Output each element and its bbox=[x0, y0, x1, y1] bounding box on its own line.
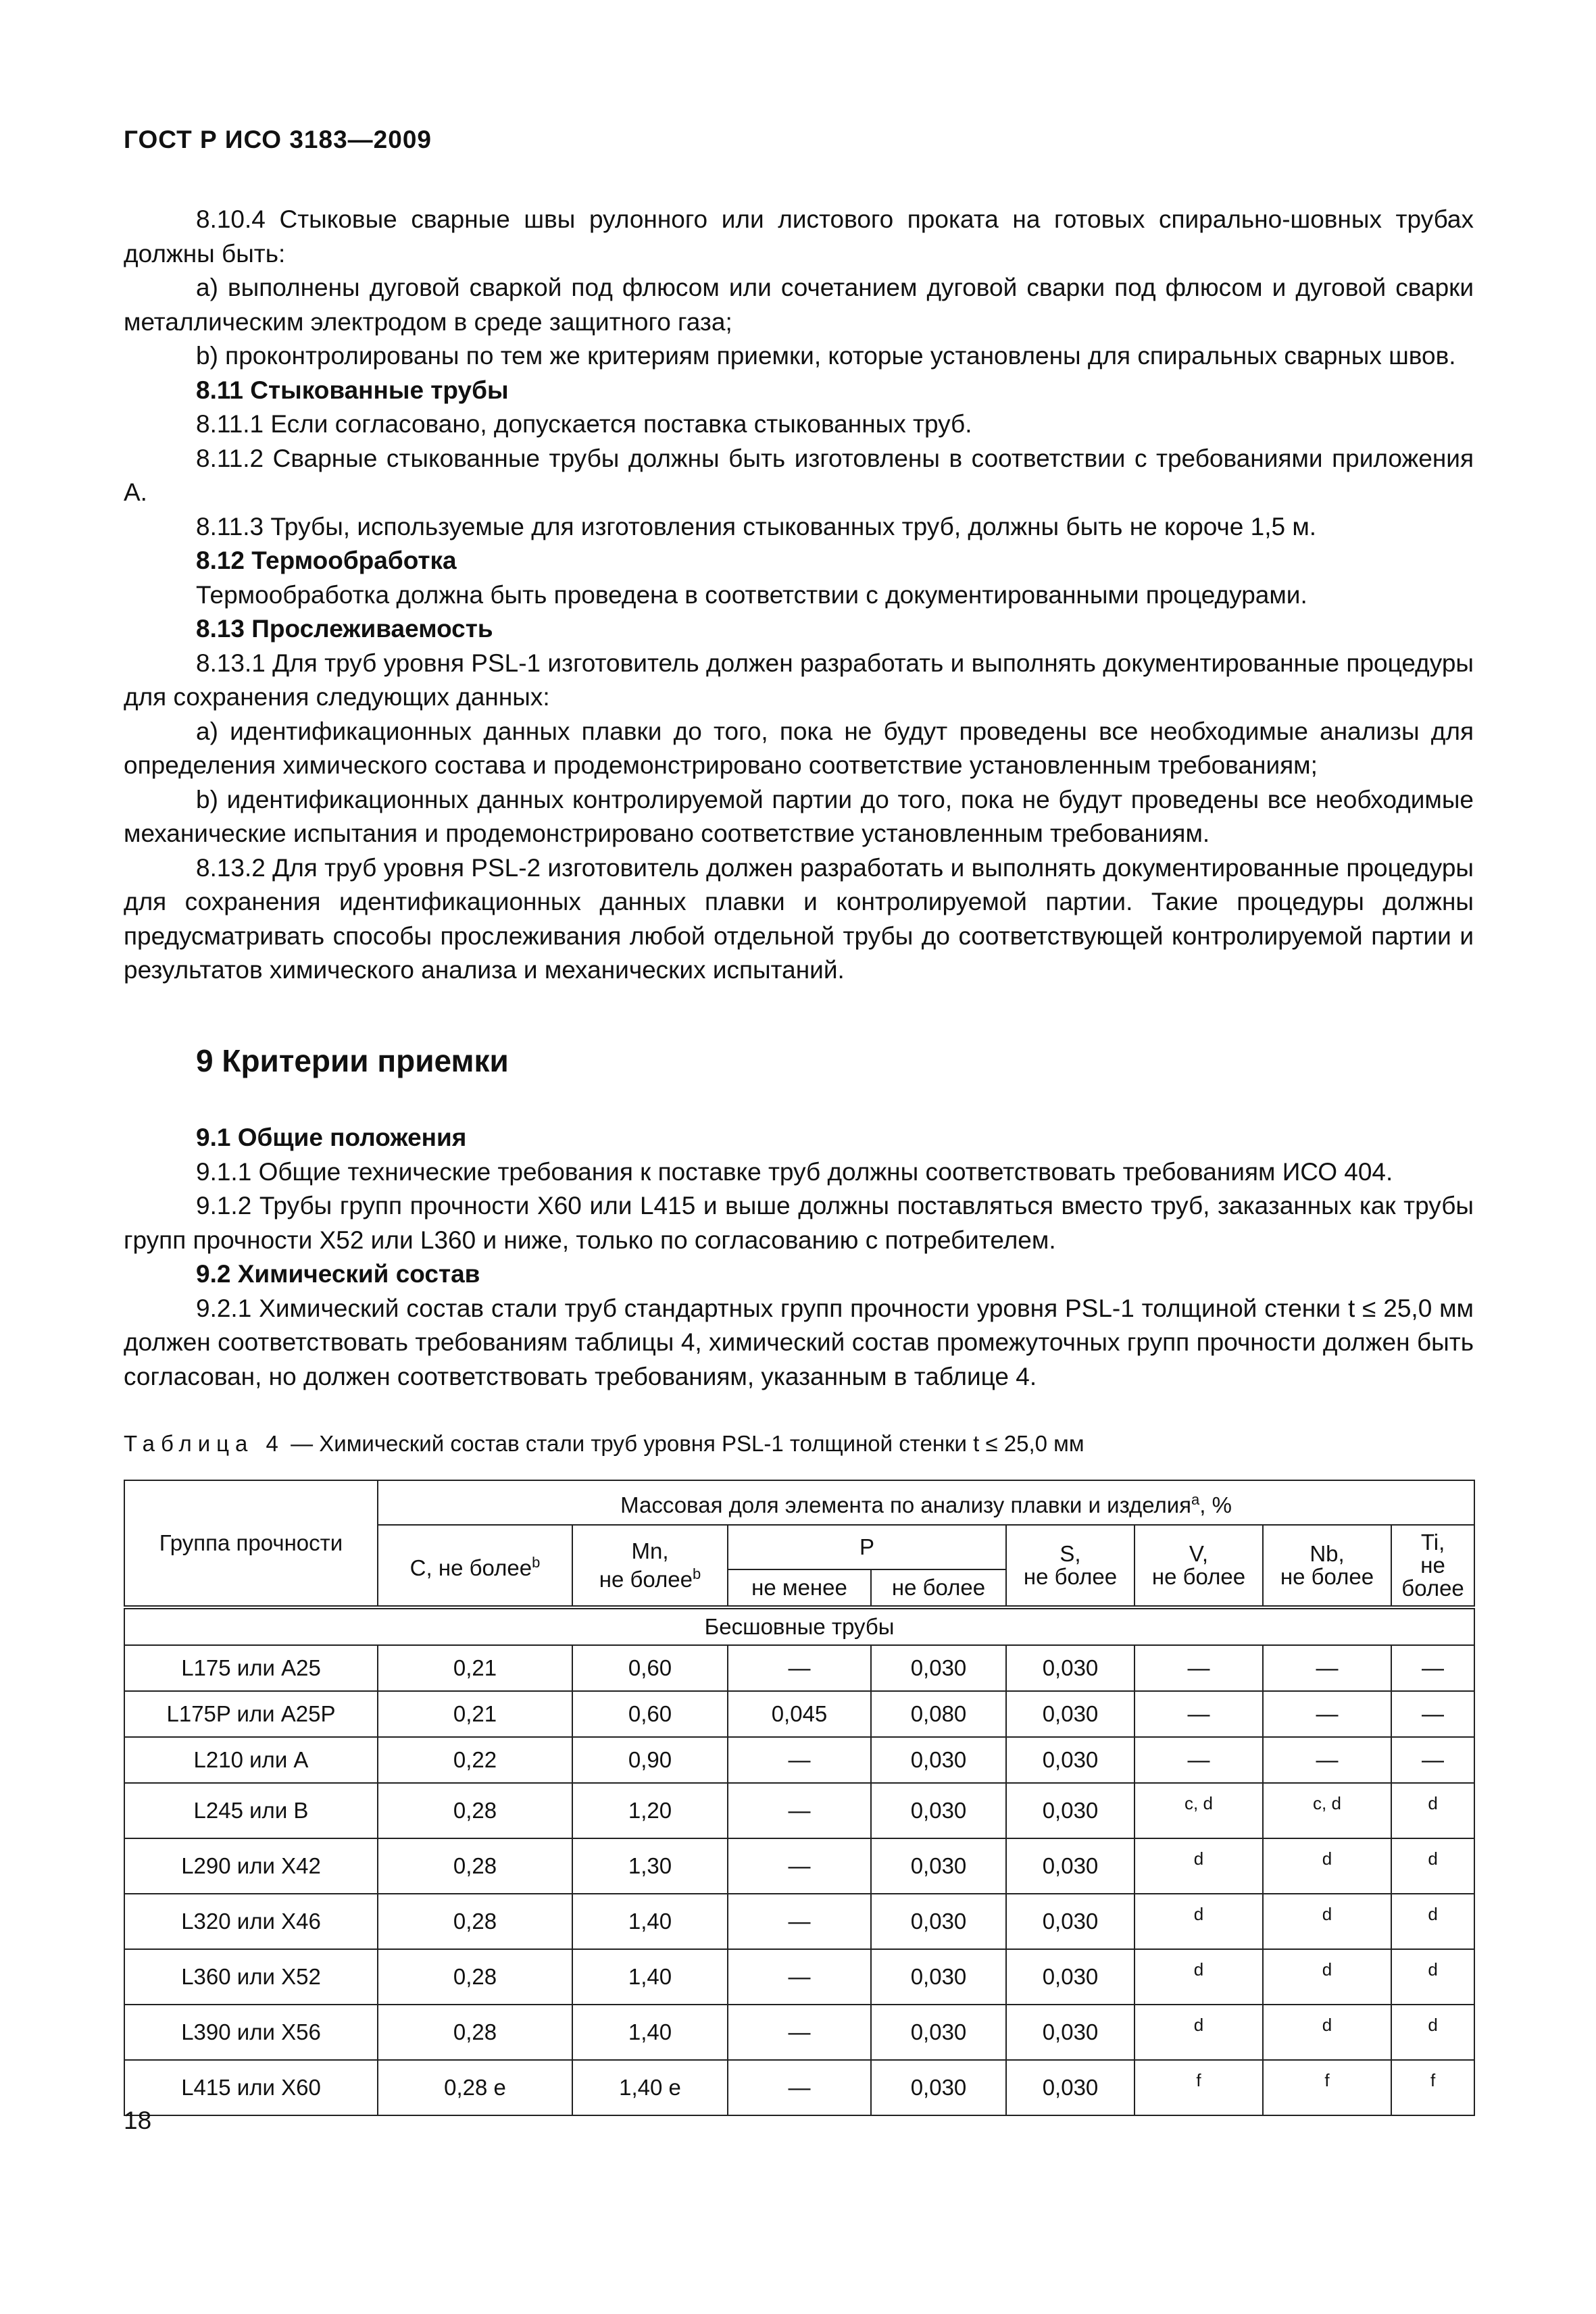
paragraph: 9.1.1 Общие технические требования к поставке труб должны соответствовать требованиям ИСО 404. bbox=[196, 1157, 1393, 1186]
header-strength-group: Группа прочности bbox=[124, 1480, 378, 1607]
header-vanadium: V, не более bbox=[1134, 1525, 1263, 1607]
table-cell: 1,40 bbox=[572, 1949, 728, 2005]
table-cell: L290 или Х42 bbox=[124, 1838, 378, 1894]
header-p-max: не более bbox=[871, 1569, 1006, 1607]
table-cell: f bbox=[1134, 2060, 1263, 2115]
table-cell: c, d bbox=[1134, 1783, 1263, 1838]
table-cell: — bbox=[1391, 1737, 1474, 1783]
table-cell: d bbox=[1134, 1894, 1263, 1949]
table-cell: d bbox=[1263, 2005, 1391, 2060]
table-cell: 0,28 bbox=[378, 1783, 572, 1838]
table-cell: 0,28 e bbox=[378, 2060, 572, 2115]
table-cell: L245 или В bbox=[124, 1783, 378, 1838]
table-cell: 0,080 bbox=[871, 1691, 1006, 1737]
table-caption-label: Таблица 4 bbox=[124, 1431, 284, 1456]
table-cell: 1,40 bbox=[572, 2005, 728, 2060]
table-cell: — bbox=[1391, 1645, 1474, 1691]
table-cell: L320 или Х46 bbox=[124, 1894, 378, 1949]
table-cell: — bbox=[728, 1949, 871, 2005]
paragraph: 8.11.3 Трубы, используемые для изготовления стыкованных труб, должны быть не короче 1,5 м. bbox=[196, 512, 1317, 540]
table-cell: d bbox=[1391, 2005, 1474, 2060]
table-caption-text: — Химический состав стали труб уровня PSL-1 толщиной стенки t ≤ 25,0 мм bbox=[284, 1431, 1084, 1456]
table-cell: d bbox=[1263, 1838, 1391, 1894]
table-cell: 0,030 bbox=[871, 1783, 1006, 1838]
table-cell: 0,28 bbox=[378, 1894, 572, 1949]
paragraph: 8.11.2 Сварные стыкованные трубы должны быть изготовлены в соответствии с требованиями приложения А. bbox=[124, 444, 1474, 506]
paragraph: 8.13.2 Для труб уровня PSL-2 изготовитель должен разработать и выполнять документированные процедуры для сохранения идентификационных данных плавки и контролируемой партии. Такие процедуры должны предусматривать способы прослеживания любой отдельной трубы до соответствующей контролируемой партии и результатов химического анализа и механических испытаний. bbox=[124, 853, 1474, 984]
paragraph: 8.11.1 Если согласовано, допускается поставка стыкованных труб. bbox=[196, 410, 972, 438]
table-cell: L390 или Х56 bbox=[124, 2005, 378, 2060]
table-row bbox=[124, 1949, 1474, 2005]
table-cell: — bbox=[728, 2005, 871, 2060]
paragraph: 8.10.4 Стыковые сварные швы рулонного или листового проката на готовых спирально-шовных трубах должны быть: bbox=[124, 205, 1474, 268]
table-cell: d bbox=[1391, 1838, 1474, 1894]
table-cell: 0,22 bbox=[378, 1737, 572, 1783]
table-cell: 0,21 bbox=[378, 1691, 572, 1737]
table-cell: d bbox=[1134, 1949, 1263, 2005]
table-cell: 0,030 bbox=[1006, 1783, 1134, 1838]
table-cell: L175 или А25 bbox=[124, 1645, 378, 1691]
table-cell: 0,28 bbox=[378, 2005, 572, 2060]
table-cell: 0,28 bbox=[378, 1949, 572, 2005]
table-cell: 0,045 bbox=[728, 1691, 871, 1737]
table-cell: 0,60 bbox=[572, 1645, 728, 1691]
table-cell: — bbox=[728, 2060, 871, 2115]
header-niobium: Nb, не более bbox=[1263, 1525, 1391, 1607]
table-cell: c, d bbox=[1263, 1783, 1391, 1838]
paragraph: a) выполнены дуговой сваркой под флюсом или сочетанием дуговой сварки под флюсом и дуговой сварки металлическим электродом в среде защитного газа; bbox=[124, 274, 1474, 336]
table-cell: f bbox=[1263, 2060, 1391, 2115]
table-cell: 0,030 bbox=[1006, 2005, 1134, 2060]
header-p-min: не менее bbox=[728, 1569, 871, 1607]
table-section-seamless: Бесшовные трубы bbox=[124, 1607, 1474, 1645]
page-number: 18 bbox=[124, 2107, 152, 2134]
table-cell: 0,030 bbox=[871, 2060, 1006, 2115]
table-cell: 0,030 bbox=[871, 1645, 1006, 1691]
table-row bbox=[124, 1838, 1474, 1894]
table-cell: f bbox=[1391, 2060, 1474, 2115]
table-cell: 1,40 bbox=[572, 1894, 728, 1949]
body-text-section-9 bbox=[124, 1121, 1474, 1394]
section-title: 9 Критерии приемки bbox=[196, 1043, 509, 1078]
table-row bbox=[124, 2060, 1474, 2115]
header-manganese: Mn, не более$^b$ bbox=[572, 1525, 728, 1607]
table-cell: 1,20 bbox=[572, 1783, 728, 1838]
table-cell: 0,030 bbox=[1006, 1645, 1134, 1691]
subsection-heading: 9.1 Общие положения bbox=[196, 1124, 467, 1151]
table-cell: d bbox=[1391, 1949, 1474, 2005]
table-cell: d bbox=[1391, 1783, 1474, 1838]
table-cell: — bbox=[1134, 1737, 1263, 1783]
table-cell: 0,030 bbox=[871, 1838, 1006, 1894]
paragraph: b) идентификационных данных контролируемой партии до того, пока не будут проведены все необходимые механические испытания и продемонстрировано соответствие установленным требованиям. bbox=[124, 785, 1474, 847]
header-titanium: Ti, не более bbox=[1391, 1525, 1474, 1607]
table-cell: L210 или А bbox=[124, 1737, 378, 1783]
table-row bbox=[124, 1645, 1474, 1691]
subsection-heading: 9.2 Химический состав bbox=[196, 1260, 480, 1288]
table-cell: 0,030 bbox=[1006, 2060, 1134, 2115]
table-cell: 0,030 bbox=[1006, 1894, 1134, 1949]
table-cell: 0,030 bbox=[1006, 1838, 1134, 1894]
table-cell: — bbox=[1391, 1691, 1474, 1737]
table-cell: 0,28 bbox=[378, 1838, 572, 1894]
table-cell: — bbox=[1134, 1691, 1263, 1737]
paragraph: a) идентификационных данных плавки до того, пока не будут проведены все необходимые анализы для определения химического состава и продемонстрировано соответствие установленным требованиям; bbox=[124, 717, 1474, 779]
table-cell: — bbox=[728, 1894, 871, 1949]
table-cell: L415 или Х60 bbox=[124, 2060, 378, 2115]
table-caption bbox=[124, 1431, 1084, 1457]
table-cell: — bbox=[728, 1838, 871, 1894]
subsection-heading: 8.12 Термообработка bbox=[196, 547, 457, 574]
chemical-composition-table bbox=[124, 1480, 1475, 2116]
paragraph: 9.1.2 Трубы групп прочности Х60 или L415 и выше должны поставляться вместо труб, заказанных как трубы групп прочности Х52 или L360 и ниже, только по согласованию с потребителем. bbox=[124, 1192, 1474, 1254]
table-cell: 0,030 bbox=[1006, 1737, 1134, 1783]
table-cell: d bbox=[1263, 1894, 1391, 1949]
table-row bbox=[124, 1691, 1474, 1737]
table-cell: 0,030 bbox=[871, 2005, 1006, 2060]
table-cell: 0,60 bbox=[572, 1691, 728, 1737]
paragraph: b) проконтролированы по тем же критериям приемки, которые установлены для спиральных сварных швов. bbox=[196, 342, 1456, 370]
table-cell: 0,030 bbox=[871, 1894, 1006, 1949]
table-cell: L175P или А25P bbox=[124, 1691, 378, 1737]
table-cell: d bbox=[1134, 2005, 1263, 2060]
subsection-heading: 8.11 Стыкованные трубы bbox=[196, 376, 509, 404]
table-cell: — bbox=[1134, 1645, 1263, 1691]
table-cell: 0,21 bbox=[378, 1645, 572, 1691]
table-cell: 0,030 bbox=[871, 1949, 1006, 2005]
table-cell: 1,30 bbox=[572, 1838, 728, 1894]
table-cell: d bbox=[1263, 1949, 1391, 2005]
table-cell: — bbox=[1263, 1691, 1391, 1737]
table-cell: 0,030 bbox=[1006, 1949, 1134, 2005]
table-row bbox=[124, 1783, 1474, 1838]
table-cell: 0,90 bbox=[572, 1737, 728, 1783]
table-cell: d bbox=[1391, 1894, 1474, 1949]
table-cell: — bbox=[728, 1783, 871, 1838]
document-header: ГОСТ Р ИСО 3183—2009 bbox=[124, 126, 432, 153]
paragraph: 9.2.1 Химический состав стали труб стандартных групп прочности уровня PSL-1 толщиной стенки t ≤ 25,0 мм должен соответствовать требованиям таблицы 4, химический состав промежуточных групп прочности должен быть согласован, но должен соответствовать требованиям, указанным в таблице 4. bbox=[124, 1294, 1474, 1390]
table-cell: — bbox=[1263, 1645, 1391, 1691]
header-sulfur: S, не более bbox=[1006, 1525, 1134, 1607]
table-cell: — bbox=[728, 1737, 871, 1783]
paragraph: 8.13.1 Для труб уровня PSL-1 изготовитель должен разработать и выполнять документированные процедуры для сохранения следующих данных: bbox=[124, 649, 1474, 711]
header-mass-fraction: Массовая доля элемента по анализу плавки и изделия$^a$, % bbox=[378, 1480, 1474, 1525]
subsection-heading: 8.13 Прослеживаемость bbox=[196, 615, 493, 643]
table-row bbox=[124, 2005, 1474, 2060]
table-cell: — bbox=[728, 1645, 871, 1691]
table-cell: 1,40 e bbox=[572, 2060, 728, 2115]
table-cell: L360 или Х52 bbox=[124, 1949, 378, 2005]
table-cell: 0,030 bbox=[1006, 1691, 1134, 1737]
paragraph: Термообработка должна быть проведена в соответствии с документированными процедурами. bbox=[196, 580, 1307, 609]
body-text-section-8 bbox=[124, 203, 1474, 988]
table-cell: 0,030 bbox=[871, 1737, 1006, 1783]
table-cell: d bbox=[1134, 1838, 1263, 1894]
table-cell: — bbox=[1263, 1737, 1391, 1783]
header-carbon: С, не более$^b$ bbox=[378, 1525, 572, 1607]
header-phosphorus: P bbox=[728, 1525, 1006, 1569]
table-row bbox=[124, 1737, 1474, 1783]
table-row bbox=[124, 1894, 1474, 1949]
